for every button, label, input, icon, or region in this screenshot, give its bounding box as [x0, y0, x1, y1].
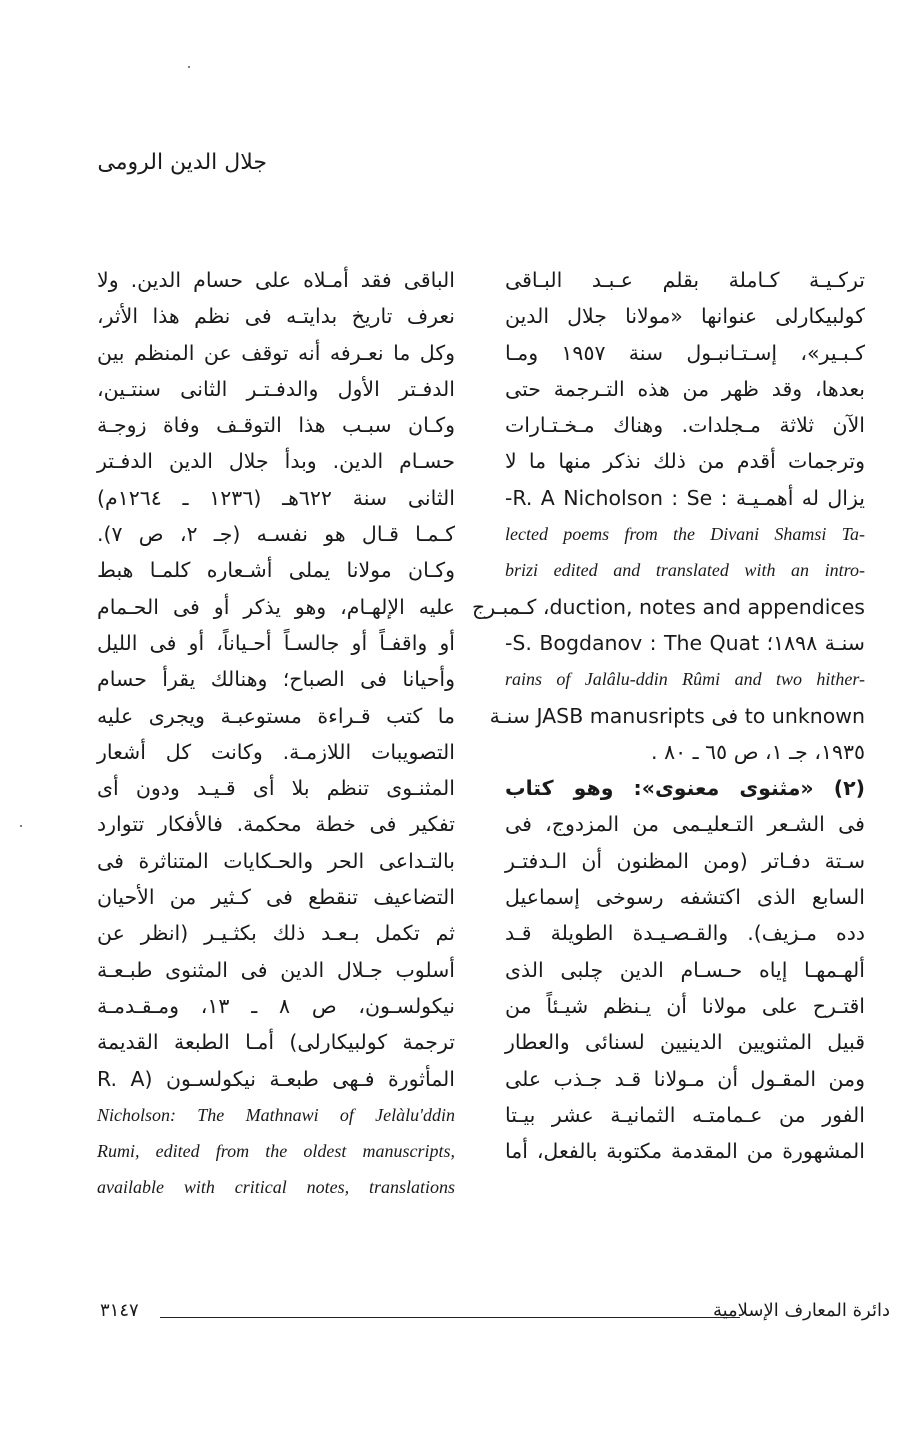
text-line: to unknown فى JASB manusripts سنـة — [489, 703, 865, 728]
text-line: Nicholson: The Mathnawi of Jelàlu'ddin — [97, 1104, 455, 1125]
text-line: السابع الذى اكتشفه رسوخى إسماعيل — [505, 885, 865, 910]
text-line: Rumi, edited from the oldest manuscripts, — [97, 1141, 455, 1162]
text-line: rains of Jalâlu-ddin Rûmi and two hither- — [505, 669, 865, 690]
text-line: وكـان مولانا يملى أشـعاره كلمـا هبط — [97, 558, 455, 583]
text-line: بالتـداعى الحر والحـكايات المتناثرة فى — [97, 848, 455, 873]
publication-name: دائرة المعارف الإسلامية — [712, 1300, 890, 1321]
text-line: الباقى فقد أمـلاه على حسام الدين. ولا — [97, 268, 455, 292]
text-line: brizi edited and translated with an intro- — [505, 560, 865, 581]
text-line: التضاعيف تنقطع فى كـثير من الأحيان — [97, 885, 455, 910]
text-line: duction, notes and appendices، كـمبـرج — [471, 594, 865, 619]
text-line: المأثورة فـهى طبعـة نيكولسـون (R. A — [97, 1066, 455, 1091]
text-line: حسـام الدين. وبدأ جلال الدين الدفـتر — [97, 449, 455, 474]
text-line: المشهورة من المقدمة مكتوبة بالفعل، أما — [505, 1139, 865, 1164]
text-line: المثنـوى تنظم بلا أى قـيـد ودون أى — [97, 776, 455, 801]
text-line: اقتـرح على مولانا أن يـنظم شيـئاً من — [505, 993, 865, 1018]
footer-rule — [160, 1317, 740, 1318]
text-line: نعرف تاريخ بدايتـه فى نظم هذا الأثر، — [97, 304, 455, 329]
text-line: فى الشـعر التـعليـمى من المزدوج، فى — [505, 812, 865, 837]
text-line: الثانى سنة ٦٢٢هـ (١٢٣٦ ـ ١٢٦٤م) — [97, 485, 455, 510]
text-line: وكـان سبـب هذا التوقـف وفاة زوجـة — [97, 413, 455, 438]
section-heading-line: (٢) «مثنوى معنوى»: وهو كتاب — [505, 776, 865, 801]
scan-speck — [188, 66, 190, 68]
left-column — [97, 262, 455, 1206]
text-line: كـبـير»، إسـتـانبـول سنة ١٩٥٧ ومـا — [505, 340, 865, 365]
text-line: يزال له أهمـيـة : R. A Nicholson : Se- — [505, 485, 865, 510]
text-line: available with critical notes, translations — [97, 1177, 455, 1198]
text-line: عليه الإلهـام، وهو يذكر أو فى الحـمام — [97, 594, 455, 619]
page-footer — [100, 1300, 890, 1330]
text-line: نيكولسـون، ص ٨ ـ ١٣، ومـقـدمـة — [97, 993, 455, 1018]
text-line: كـمـا قـال هو نفسـه (جـ ٢، ص ٧). — [97, 522, 455, 547]
text-line: تفكير فى خطة محكمة. فالأفكار تتوارد — [97, 812, 455, 837]
text-line: تركـيـة كـاملة بقلم عـبـد البـاقى — [505, 268, 865, 292]
text-line: ثم تكمل بـعـد ذلك بكثـيـر (انظر عن — [97, 921, 455, 946]
scan-speck — [20, 825, 22, 827]
text-line: وأحيانا فى الصباح؛ وهنالك يقرأ حسام — [97, 667, 455, 692]
text-line: قبيل المثنويين الدينيين لسنائى والعطار — [505, 1030, 865, 1055]
text-line: دده مـزيف). والقـصـيـدة الطويلة قـد — [505, 921, 865, 946]
text-line: سـتة دفـاتر (ومن المظنون أن الـدفتـر — [505, 848, 865, 873]
text-line: ومن المقـول أن مـولانا قـد جـذب على — [505, 1066, 865, 1091]
text-line: ما كتب قـراءة مستوعبـة ويجرى عليه — [97, 703, 455, 728]
text-line: ألهـمهـا إياه حـسـام الدين چلبى الذى — [505, 957, 865, 982]
text-line: الدفـتر الأول والدفـتـر الثانى سنتـين، — [97, 376, 455, 401]
text-line: أسلوب جـلال الدين فى المثنوى طبـعـة — [97, 957, 455, 982]
text-line: أو واقفـاً أو جالسـاً أحـياناً، أو فى الليل — [97, 630, 455, 655]
text-line: lected poems from the Divani Shamsi Ta- — [505, 524, 865, 545]
text-line: ترجمة كولبيكارلى) أمـا الطبعة القديمة — [97, 1030, 455, 1055]
text-line: وترجمات أقدم من ذلك نذكر منها ما لا — [505, 449, 865, 474]
text-line: بعدها، وقد ظهر من هذه التـرجمة حتى — [505, 376, 865, 401]
text-line: الفور من عـمامتـه الثمانيـة عشر بيـتا — [505, 1102, 865, 1127]
right-column — [471, 262, 865, 1169]
text-line: الآن ثلاثة مـجلدات. وهناك مـخـتـارات — [505, 413, 865, 438]
text-line: ١٩٣٥، جـ ١، ص ٦٥ ـ ٨٠ . — [651, 739, 865, 764]
text-line: التصويبات اللازمـة. وكانت كل أشعار — [97, 739, 455, 764]
text-line: كولبيكارلى عنوانها «مولانا جلال الدين — [505, 304, 865, 329]
text-line: وكل ما نعـرفه أنه توقف عن المنظم بين — [97, 340, 455, 365]
running-title: جلال الدين الرومى — [97, 150, 267, 175]
page-number: ٣١٤٧ — [100, 1300, 139, 1321]
text-line: سنـة ١٨٩٨؛ S. Bogdanov : The Quat- — [505, 630, 865, 655]
